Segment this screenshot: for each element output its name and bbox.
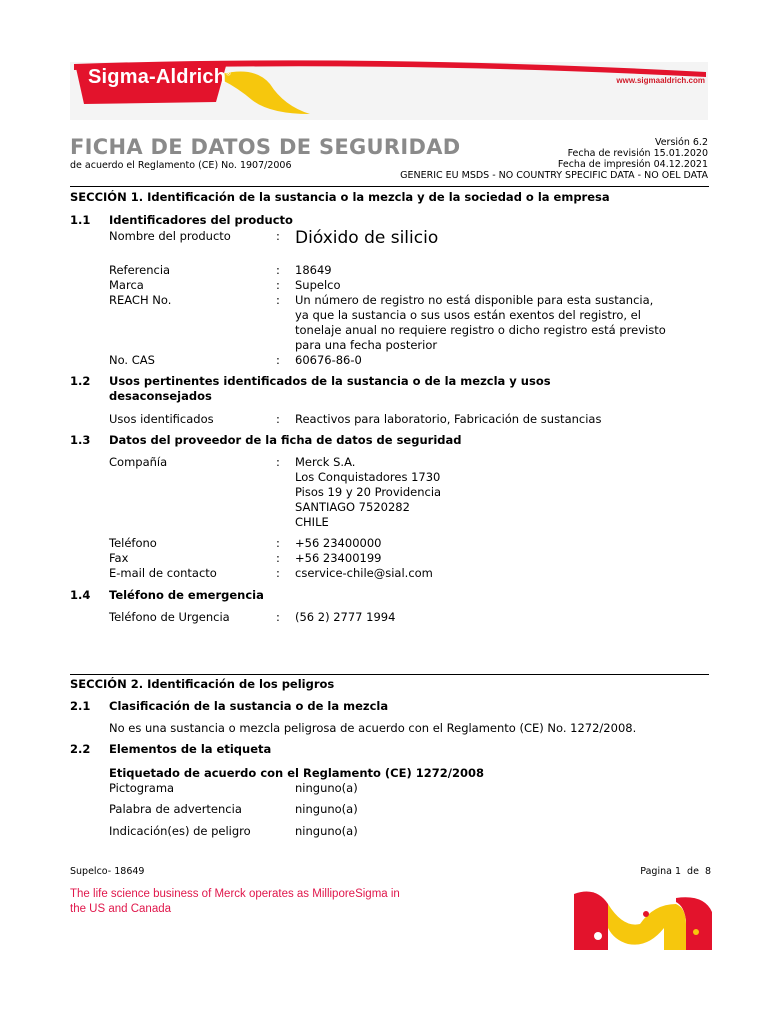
address-line: Merck S.A. <box>295 455 356 469</box>
section-2-title: SECCIÓN 2. Identificación de los peligros <box>70 677 335 691</box>
text-line: Un número de registro no está disponible para esta sustancia, <box>295 293 654 307</box>
product-name-label: Nombre del producto <box>109 229 231 243</box>
version: Versión 6.2 <box>654 137 708 148</box>
address-line: Pisos 19 y 20 Providencia <box>295 485 442 499</box>
divider <box>70 186 709 187</box>
signal-word-label: Palabra de advertencia <box>109 802 242 816</box>
subsection-heading <box>109 374 669 404</box>
label-subheading: Etiquetado de acuerdo con el Reglamento (CE) 1272/2008 <box>109 766 484 780</box>
company-address <box>295 455 725 530</box>
revision-date: Fecha de revisión 15.01.2020 <box>567 148 708 159</box>
phone-value: +56 23400000 <box>295 536 382 550</box>
address-line: Los Conquistadores 1730 <box>295 470 441 484</box>
fax-value: +56 23400199 <box>295 551 382 565</box>
pictogram-value: ninguno(a) <box>295 781 358 795</box>
text-line: para una fecha posterior <box>295 338 438 352</box>
address-line: CHILE <box>295 515 329 529</box>
colon: : <box>276 566 280 580</box>
uses-value: Reactivos para laboratorio, Fabricación de sustancias <box>295 412 602 426</box>
email-label: E-mail de contacto <box>109 566 217 580</box>
section-1-title: SECCIÓN 1. Identificación de la sustancia o la mezcla y de la sociedad o la empresa <box>70 190 610 204</box>
section-number: 2.2 <box>70 742 91 756</box>
colon: : <box>276 229 280 243</box>
cas-value: 60676-86-0 <box>295 353 362 367</box>
brand-label: Marca <box>109 278 144 292</box>
section-number: 1.3 <box>70 433 91 447</box>
phone-label: Teléfono <box>109 536 157 550</box>
reference-value: 18649 <box>295 263 332 277</box>
colon: : <box>276 455 280 469</box>
reach-value <box>295 293 725 353</box>
colon: : <box>276 293 280 307</box>
address-line: SANTIAGO 7520282 <box>295 500 410 514</box>
page-number: Pagina 1 de 8 <box>640 866 711 877</box>
subsection-heading: Clasificación de la sustancia o de la mezcla <box>109 699 389 713</box>
text-line: tonelaje anual no requiere registro o dicho registro está previsto <box>295 323 666 337</box>
uses-label: Usos identificados <box>109 412 214 426</box>
colon: : <box>276 610 280 624</box>
text-line: ya que la sustancia o sus usos están exentos del registro, el <box>295 308 641 322</box>
logo-text: Sigma-Aldrich® <box>88 66 231 88</box>
product-name: Dióxido de silicio <box>295 228 439 248</box>
section-number: 1.1 <box>70 213 91 227</box>
document-title: FICHA DE DATOS DE SEGURIDAD <box>70 135 461 159</box>
brand-value: Supelco <box>295 278 341 292</box>
colon: : <box>276 278 280 292</box>
urgent-phone-value: (56 2) 2777 1994 <box>295 610 396 624</box>
scope-note: GENERIC EU MSDS - NO COUNTRY SPECIFIC DATA - NO OEL DATA <box>400 170 708 181</box>
subsection-heading: Datos del proveedor de la ficha de datos de seguridad <box>109 433 462 447</box>
heading-line: desaconsejados <box>109 389 212 403</box>
footer-product-ref: Supelco- 18649 <box>70 866 145 877</box>
classification-text: No es una sustancia o mezcla peligrosa de acuerdo con el Reglamento (CE) No. 1272/2008. <box>109 721 637 735</box>
print-date: Fecha de impresión 04.12.2021 <box>557 159 708 170</box>
subsection-heading: Elementos de la etiqueta <box>109 742 272 756</box>
hazard-statement-value: ninguno(a) <box>295 824 358 838</box>
urgent-phone-label: Teléfono de Urgencia <box>109 610 230 624</box>
note-line: the US and Canada <box>70 903 172 915</box>
colon: : <box>276 353 280 367</box>
colon: : <box>276 551 280 565</box>
company-label: Compañía <box>109 455 168 469</box>
colon: : <box>276 412 280 426</box>
website-link[interactable]: www.sigmaaldrich.com <box>616 76 705 85</box>
reference-label: Referencia <box>109 263 171 277</box>
subsection-heading: Identificadores del producto <box>109 213 293 227</box>
cas-label: No. CAS <box>109 353 155 367</box>
document-subtitle: de acuerdo el Reglamento (CE) No. 1907/2006 <box>70 160 292 171</box>
colon: : <box>276 263 280 277</box>
divider <box>70 674 709 675</box>
heading-line: Usos pertinentes identificados de la sustancia o de la mezcla y usos <box>109 374 551 388</box>
email-value[interactable]: cservice-chile@sial.com <box>295 566 433 580</box>
subsection-heading: Teléfono de emergencia <box>109 588 264 602</box>
hazard-statement-label: Indicación(es) de peligro <box>109 824 251 838</box>
pictogram-label: Pictograma <box>109 781 175 795</box>
note-line: The life science business of Merck operates as MilliporeSigma in <box>70 888 400 900</box>
section-number: 1.4 <box>70 588 91 602</box>
merck-logo <box>568 884 718 956</box>
fax-label: Fax <box>109 551 129 565</box>
section-number: 2.1 <box>70 699 91 713</box>
signal-word-value: ninguno(a) <box>295 802 358 816</box>
footer-note <box>70 887 470 917</box>
reach-label: REACH No. <box>109 293 172 307</box>
colon: : <box>276 536 280 550</box>
section-number: 1.2 <box>70 374 91 388</box>
